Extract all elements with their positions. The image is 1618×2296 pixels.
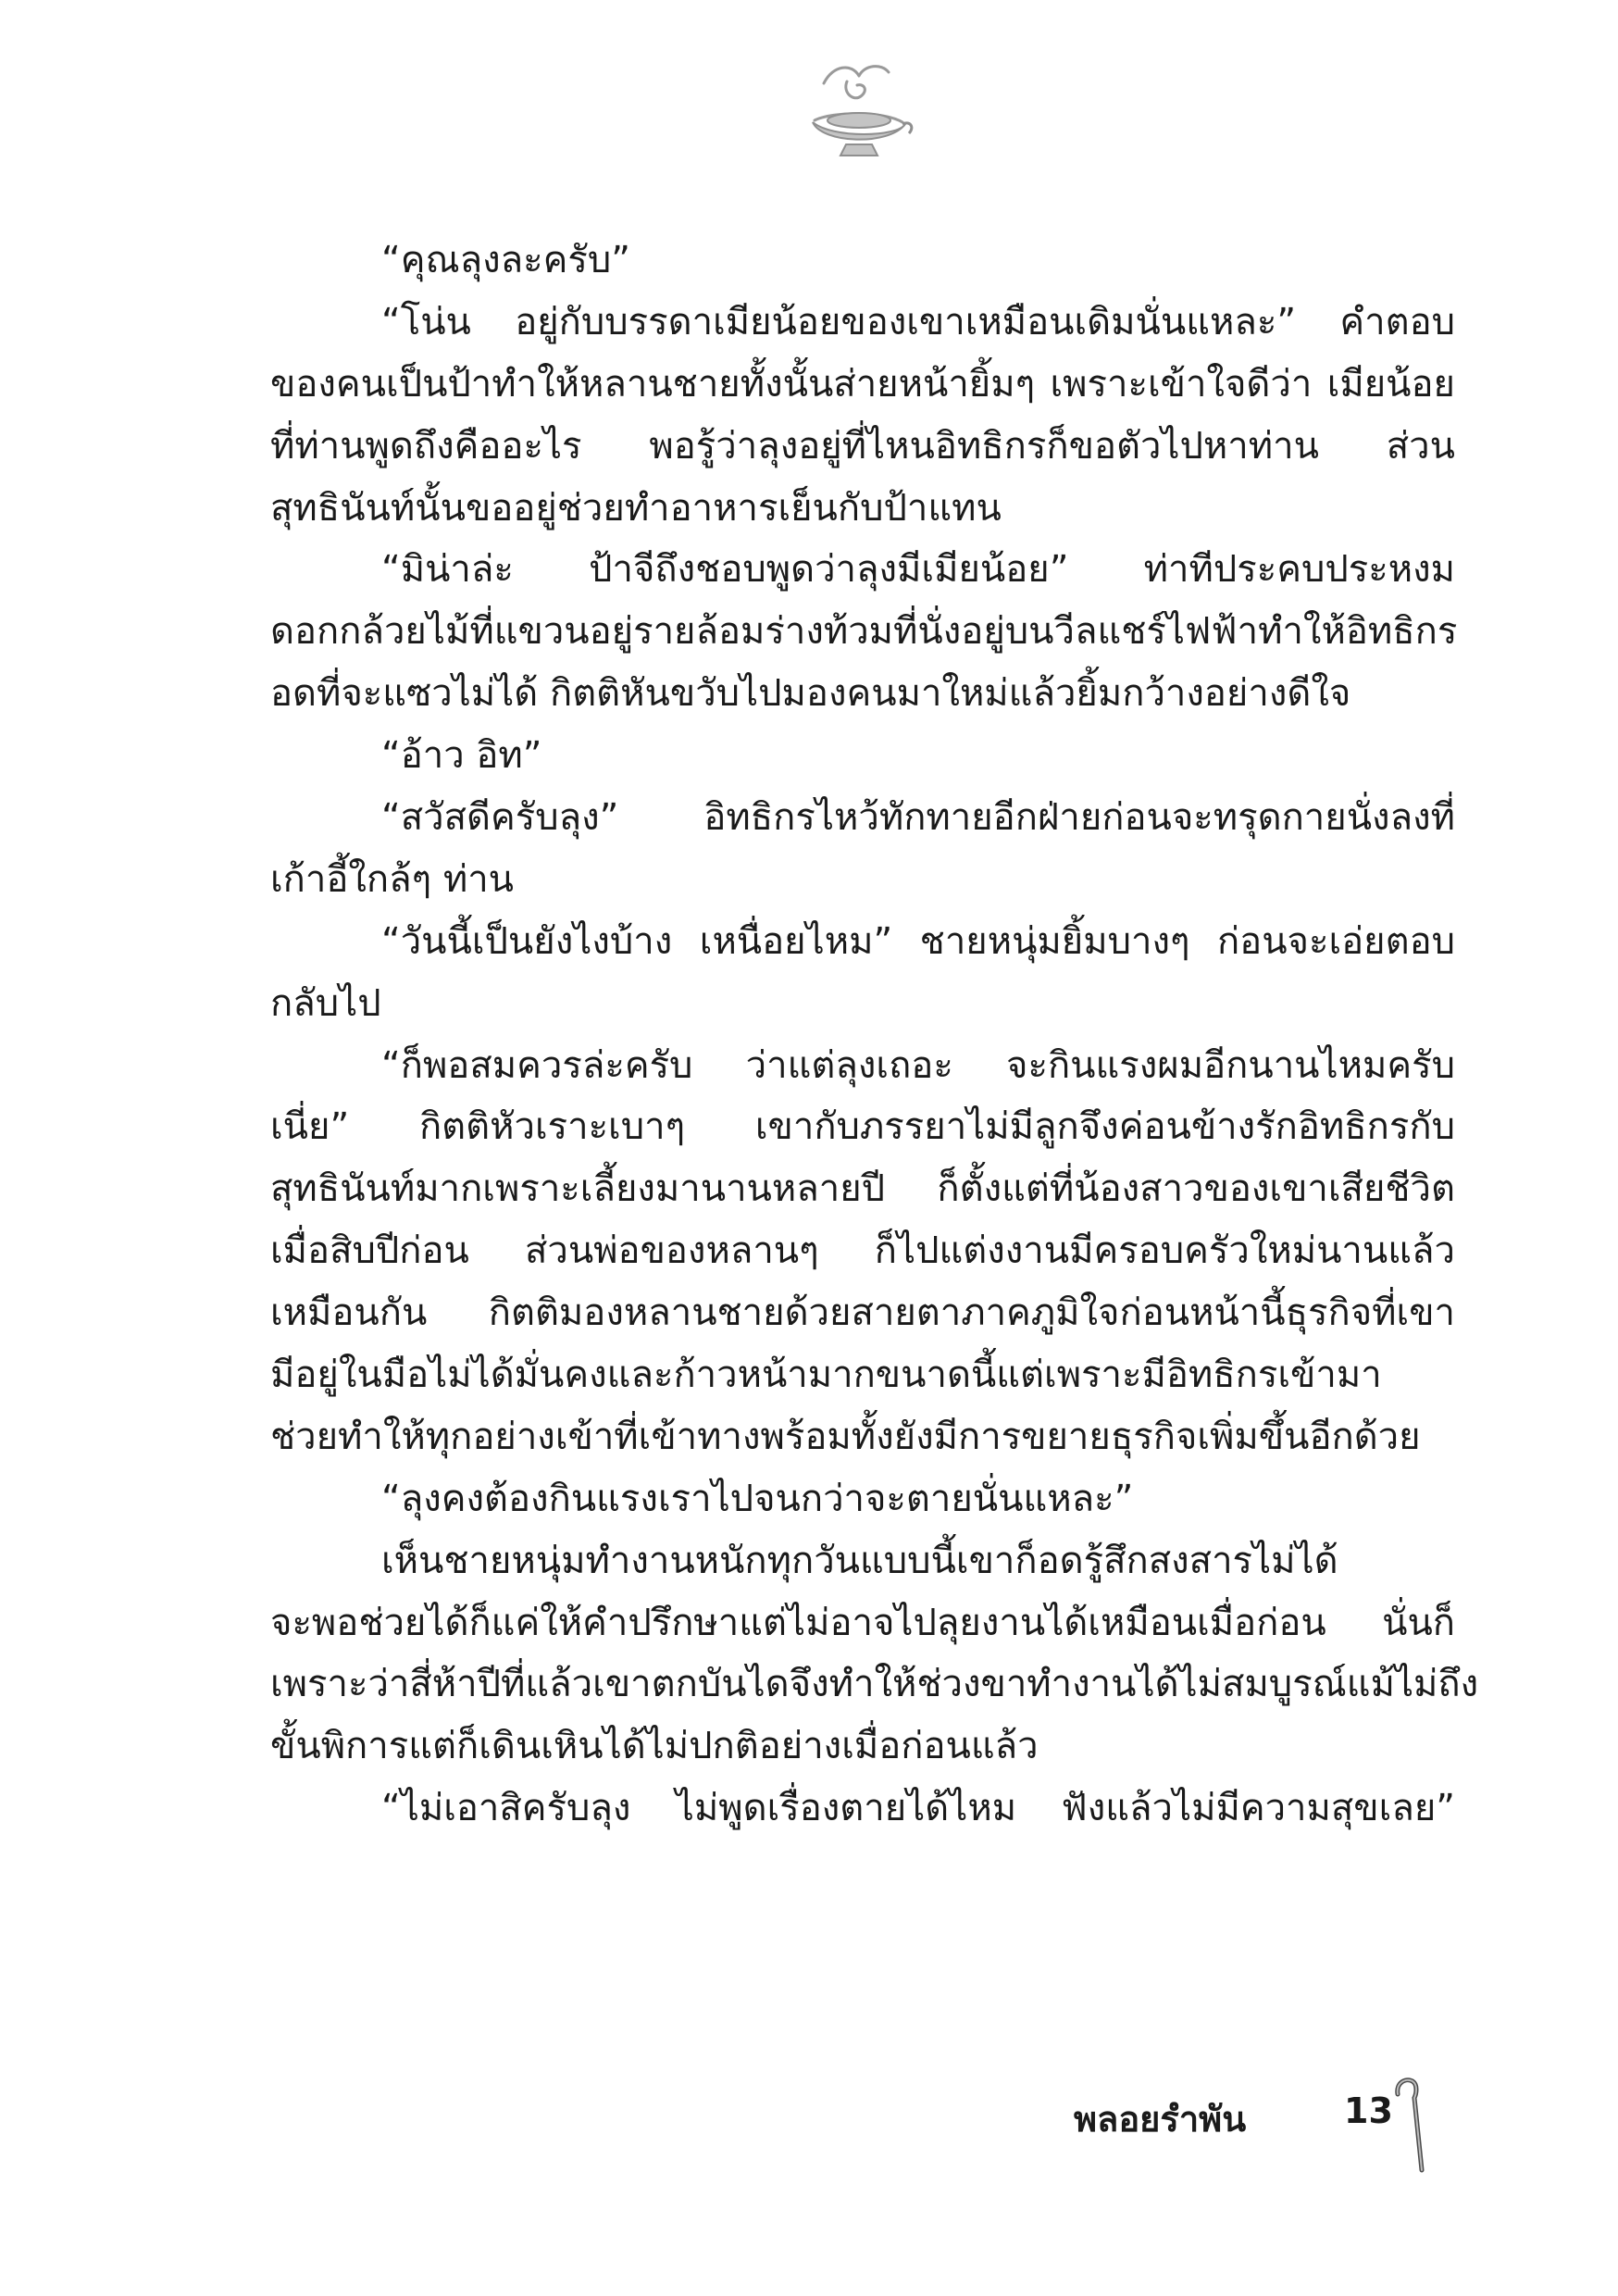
book-title: พลอยรำพัน: [1074, 2099, 1247, 2140]
text-line: เพราะว่าสี่ห้าปีที่แล้วเขาตกบันไดจึงทำให้ช่วงขาทำงานได้ไม่สมบูรณ์แม้ไม่ถึง: [270, 1663, 1479, 1706]
text-line: เห็นชายหนุ่มทำงานหนักทุกวันแบบนี้เขาก็อดรู้สึกสงสารไม่ได้: [381, 1539, 1338, 1582]
genie-lamp-icon: [796, 56, 916, 167]
text-line: “สวัสดีครับลุง” อิทธิกรไหว้ทักทายอีกฝ่ายก่อนจะทรุดกายนั่งลงที่: [381, 796, 1455, 840]
text-line: กลับไป: [270, 981, 381, 1025]
body-text: [270, 230, 1479, 1840]
page-number: 13: [1344, 2090, 1393, 2131]
text-line: “มิน่าล่ะ ป้าจีถึงชอบพูดว่าลุงมีเมียน้อย” ท่าทีประคบประหงม: [381, 548, 1455, 592]
text-line: สุทธินันท์มากเพราะเลี้ยงมานานหลายปี ก็ตั้งแต่ที่น้องสาวของเขาเสียชีวิต: [270, 1167, 1455, 1211]
text-line: “อ้าว อิท”: [381, 734, 542, 778]
text-line: “ไม่เอาสิครับลุง ไม่พูดเรื่องตายได้ไหม ฟังแล้วไม่มีความสุขเลย”: [381, 1787, 1455, 1830]
walking-cane-icon: [1390, 2074, 1427, 2176]
text-line: ดอกกล้วยไม้ที่แขวนอยู่รายล้อมร่างท้วมที่นั่งอยู่บนวีลแชร์ไฟฟ้าทำให้อิทธิกร: [270, 610, 1458, 654]
text-line: “คุณลุงละครับ”: [381, 239, 630, 281]
text-line: จะพอช่วยได้ก็แค่ให้คำปรึกษาแต่ไม่อาจไปลุยงานได้เหมือนเมื่อก่อน นั่นก็: [270, 1601, 1455, 1644]
text-line: สุทธินันท์นั้นขออยู่ช่วยทำอาหารเย็นกับป้าแทน: [270, 486, 1002, 530]
text-line: เมื่อสิบปีก่อน ส่วนพ่อของหลานๆ ก็ไปแต่งงานมีครอบครัวใหม่นานแล้ว: [270, 1229, 1455, 1273]
text-line: เหมือนกัน กิตติมองหลานชายด้วยสายตาภาคภูมิใจก่อนหน้านี้ธุรกิจที่เขา: [270, 1292, 1455, 1335]
text-line: เนี่ย” กิตติหัวเราะเบาๆ เขากับภรรยาไม่มีลูกจึงค่อนข้างรักอิทธิกรกับ: [270, 1105, 1455, 1149]
text-line: ของคนเป็นป้าทำให้หลานชายทั้งนั้นส่ายหน้ายิ้มๆ เพราะเข้าใจดีว่า เมียน้อย: [270, 362, 1455, 406]
text-line: เก้าอี้ใกล้ๆ ท่าน: [270, 857, 515, 901]
text-line: ขั้นพิการแต่ก็เดินเหินได้ไม่ปกติอย่างเมื่อก่อนแล้ว: [270, 1725, 1039, 1768]
text-line: “ลุงคงต้องกินแรงเราไปจนกว่าจะตายนั่นแหละ”: [381, 1477, 1134, 1520]
text-line: “โน่น อยู่กับบรรดาเมียน้อยของเขาเหมือนเดิมนั่นแหละ” คำตอบ: [381, 300, 1455, 343]
text-line: อดที่จะแซวไม่ได้ กิตติหันขวับไปมองคนมาใหม่แล้วยิ้มกว้างอย่างดีใจ: [270, 672, 1351, 716]
text-line: ที่ท่านพูดถึงคืออะไร พอรู้ว่าลุงอยู่ที่ไหนอิทธิกรก็ขอตัวไปหาท่าน ส่วน: [270, 424, 1455, 468]
text-line: “วันนี้เป็นยังไงบ้าง เหนื่อยไหม” ชายหนุ่มยิ้มบางๆ ก่อนจะเอ่ยตอบ: [381, 919, 1455, 963]
text-line: ช่วยทำให้ทุกอย่างเข้าที่เข้าทางพร้อมทั้งยังมีการขยายธุรกิจเพิ่มขึ้นอีกด้วย: [270, 1415, 1421, 1458]
text-line: “ก็พอสมควรล่ะครับ ว่าแต่ลุงเถอะ จะกินแรงผมอีกนานไหมครับ: [381, 1043, 1455, 1087]
text-line: มีอยู่ในมือไม่ได้มั่นคงและก้าวหน้ามากขนาดนี้แต่เพราะมีอิทธิกรเข้ามา: [270, 1354, 1382, 1397]
